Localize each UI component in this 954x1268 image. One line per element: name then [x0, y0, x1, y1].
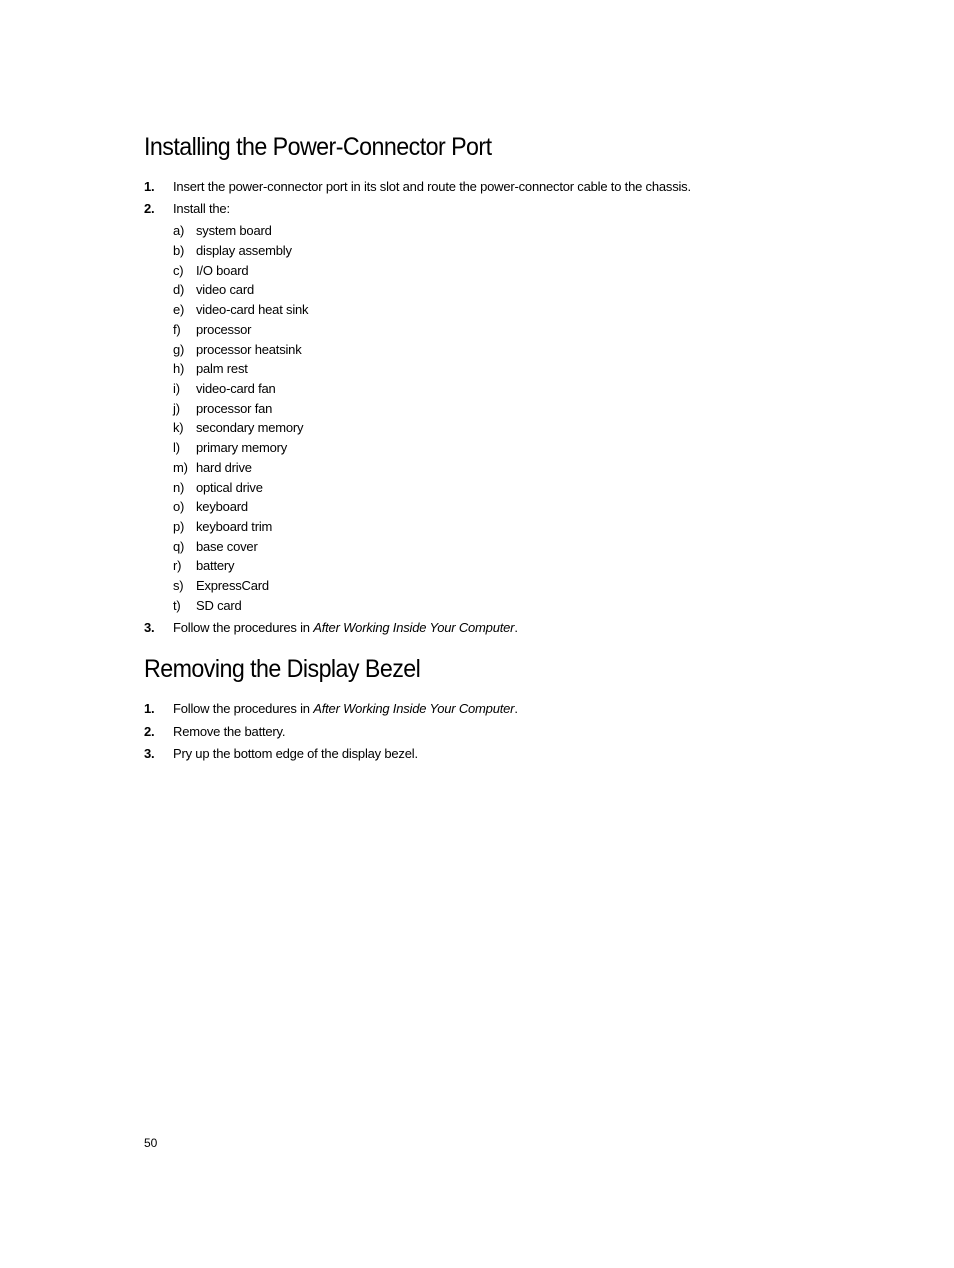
step-number: 3.	[144, 620, 155, 635]
list-item-label: processor heatsink	[196, 342, 302, 357]
step-reference: After Working Inside Your Computer	[313, 701, 515, 716]
list-item-label: base cover	[196, 539, 258, 554]
list-item-letter: e)	[173, 302, 185, 317]
step-text-suffix: .	[514, 701, 518, 716]
list-item-letter: r)	[173, 558, 182, 573]
list-item-label: video-card heat sink	[196, 302, 309, 317]
list-item-letter: n)	[173, 480, 185, 495]
list-item-letter: c)	[173, 263, 184, 278]
step-text: Pry up the bottom edge of the display bezel.	[173, 746, 418, 761]
list-item-label: processor	[196, 322, 252, 337]
list-item-label: palm rest	[196, 361, 248, 376]
list-item-letter: o)	[173, 499, 185, 514]
list-item-letter: q)	[173, 539, 185, 554]
step-reference: After Working Inside Your Computer	[313, 620, 515, 635]
list-item-label: I/O board	[196, 263, 249, 278]
list-item-letter: m)	[173, 460, 188, 475]
list-item-letter: i)	[173, 381, 180, 396]
list-item-letter: s)	[173, 578, 184, 593]
list-item-letter: h)	[173, 361, 185, 376]
page-number: 50	[144, 1136, 158, 1150]
step-number: 1.	[144, 179, 155, 194]
step-number: 2.	[144, 724, 155, 739]
list-item-letter: a)	[173, 223, 185, 238]
list-item-letter: d)	[173, 282, 185, 297]
step-text: Remove the battery.	[173, 724, 286, 739]
step-number: 2.	[144, 201, 155, 216]
step-text: Insert the power-connector port in its slot and route the power-connector cable to the chassis.	[173, 179, 691, 194]
list-item-label: display assembly	[196, 243, 292, 258]
step-number: 1.	[144, 701, 155, 716]
list-item-label: primary memory	[196, 440, 288, 455]
list-item-letter: l)	[173, 440, 180, 455]
list-item-label: system board	[196, 223, 272, 238]
step-text-prefix: Follow the procedures in	[173, 620, 314, 635]
step-text-suffix: .	[514, 620, 518, 635]
list-item-label: SD card	[196, 598, 242, 613]
step-text: Install the:	[173, 201, 230, 216]
step-text	[173, 701, 518, 717]
list-item-label: video-card fan	[196, 381, 276, 396]
list-item-letter: k)	[173, 420, 184, 435]
list-item-label: keyboard trim	[196, 519, 273, 534]
list-item-letter: j)	[173, 401, 180, 416]
list-item-label: secondary memory	[196, 420, 304, 435]
list-item-label: optical drive	[196, 480, 263, 495]
list-item-label: hard drive	[196, 460, 252, 475]
list-item-letter: t)	[173, 598, 181, 613]
list-item-letter: g)	[173, 342, 185, 357]
section-title-removing-display-bezel: Removing the Display Bezel	[144, 655, 421, 683]
list-item-label: processor fan	[196, 401, 273, 416]
section-title-installing-power-connector-port: Installing the Power-Connector Port	[144, 133, 492, 161]
step-number: 3.	[144, 746, 155, 761]
step-text	[173, 620, 518, 636]
list-item-label: keyboard	[196, 499, 248, 514]
list-item-letter: f)	[173, 322, 181, 337]
list-item-label: video card	[196, 282, 254, 297]
step-text-prefix: Follow the procedures in	[173, 701, 314, 716]
list-item-letter: b)	[173, 243, 185, 258]
list-item-letter: p)	[173, 519, 185, 534]
list-item-label: ExpressCard	[196, 578, 269, 593]
list-item-label: battery	[196, 558, 235, 573]
